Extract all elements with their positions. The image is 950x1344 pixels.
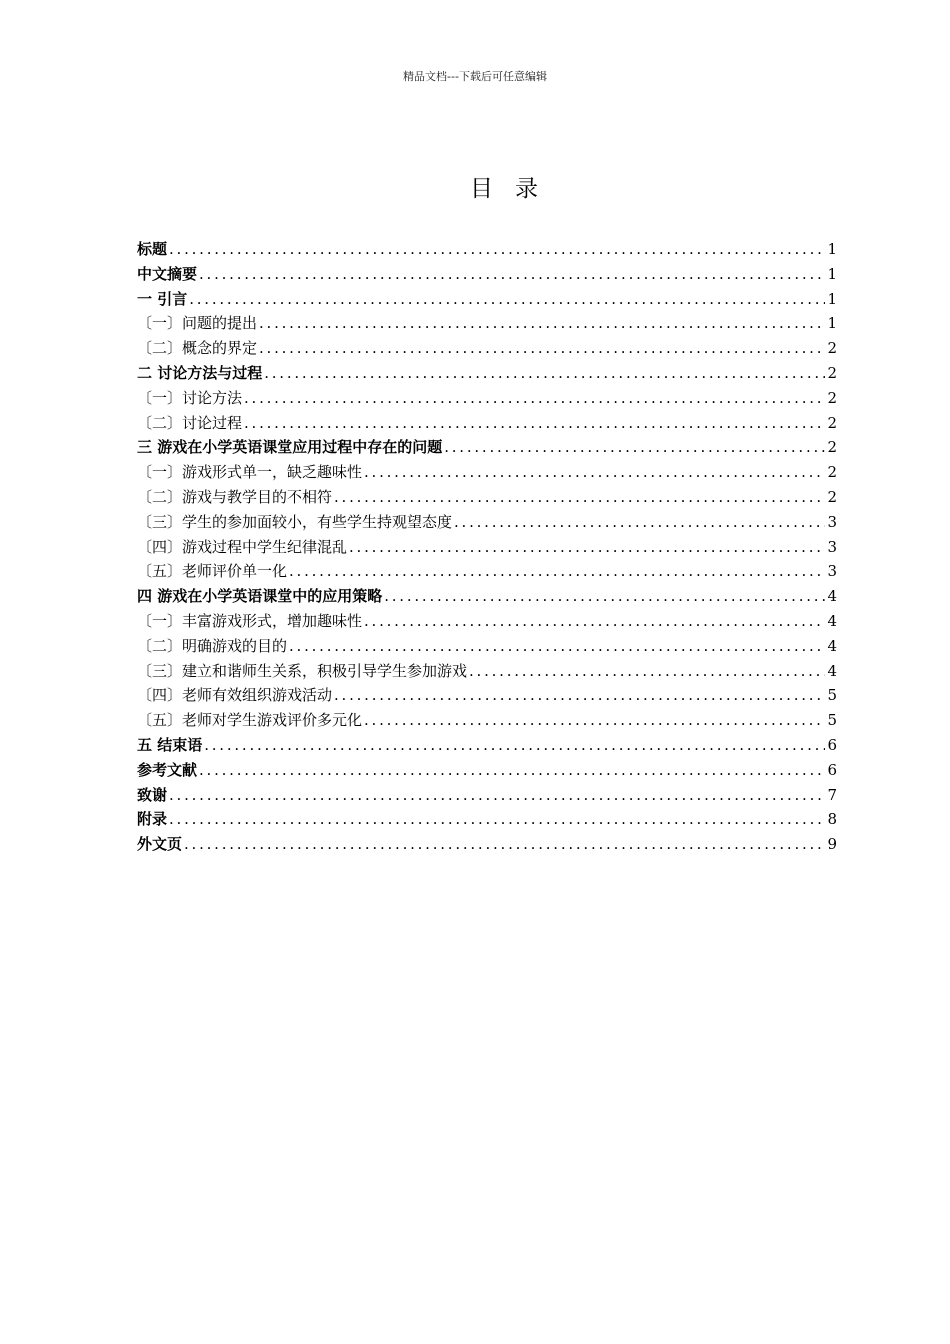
toc-leader-dots (244, 386, 825, 411)
toc-entry-label: 〔四〕游戏过程中学生纪律混乱 (137, 537, 348, 556)
toc-entry-label: 〔一〕讨论方法 (137, 388, 243, 407)
toc-leader-dots (189, 287, 825, 312)
toc-leader-dots (349, 535, 825, 560)
toc-entry[interactable] (137, 535, 837, 560)
toc-leader-dots (384, 584, 825, 609)
toc-entry-label: 〔五〕老师评价单一化 (137, 562, 288, 581)
toc-entry[interactable] (137, 262, 837, 287)
toc-entry-label: 〔三〕建立和谐师生关系，积极引导学生参加游戏 (137, 661, 468, 680)
toc-entry[interactable] (137, 361, 837, 386)
toc-leader-dots (199, 262, 825, 287)
toc-entry[interactable] (137, 783, 837, 808)
toc-leader-dots (444, 435, 825, 460)
toc-leader-dots (264, 361, 825, 386)
toc-entry-label: 一 引言 (137, 289, 188, 308)
toc-entry-label: 五 结束语 (137, 735, 203, 754)
toc-entry[interactable] (137, 485, 837, 510)
toc-leader-dots (169, 237, 825, 262)
toc-entry[interactable] (137, 510, 837, 535)
toc-entry[interactable] (137, 683, 837, 708)
toc-leader-dots (244, 411, 825, 436)
toc-entry-label: 中文摘要 (137, 264, 198, 283)
toc-leader-dots (289, 559, 825, 584)
toc-entry-page-number: 1 (827, 264, 837, 283)
toc-entry-label: 〔一〕丰富游戏形式，增加趣味性 (137, 611, 363, 630)
toc-entry-page-number: 8 (827, 810, 837, 829)
toc-entry-page-number: 1 (827, 289, 837, 308)
toc-leader-dots (334, 683, 825, 708)
toc-entry[interactable] (137, 733, 837, 758)
toc-entry-label: 〔二〕讨论过程 (137, 413, 243, 432)
toc-entry-page-number: 5 (827, 711, 837, 730)
toc-entry-page-number: 4 (827, 636, 837, 655)
page-title: 目录 (470, 176, 560, 202)
toc-entry-label: 附录 (137, 810, 168, 829)
toc-leader-dots (454, 510, 825, 535)
toc-entry[interactable] (137, 708, 837, 733)
toc-entry-label: 〔一〕游戏形式单一，缺乏趣味性 (137, 463, 363, 482)
toc-entry-page-number: 2 (827, 388, 837, 407)
toc-entry-label: 二 讨论方法与过程 (137, 363, 263, 382)
toc-entry[interactable] (137, 659, 837, 684)
toc-entry-page-number: 6 (827, 735, 837, 754)
toc-leader-dots (184, 832, 825, 857)
toc-entry-page-number: 2 (827, 339, 837, 358)
toc-entry-label: 〔四〕老师有效组织游戏活动 (137, 686, 333, 705)
toc-entry[interactable] (137, 559, 837, 584)
toc-entry-label: 〔二〕概念的界定 (137, 339, 258, 358)
toc-leader-dots (169, 807, 825, 832)
toc-leader-dots (364, 609, 825, 634)
page-header: 精品文档---下载后可任意编辑 (403, 70, 547, 83)
toc-entry[interactable] (137, 832, 837, 857)
toc-leader-dots (334, 485, 825, 510)
toc-leader-dots (289, 634, 825, 659)
toc-entry-page-number: 3 (827, 512, 837, 531)
toc-leader-dots (169, 783, 825, 808)
toc-entry-page-number: 2 (827, 463, 837, 482)
toc-entry[interactable] (137, 287, 837, 312)
toc-entry-page-number: 2 (827, 438, 837, 457)
toc-entry[interactable] (137, 386, 837, 411)
toc-entry[interactable] (137, 758, 837, 783)
toc-entry-page-number: 7 (827, 785, 837, 804)
table-of-contents (137, 237, 837, 857)
toc-entry[interactable] (137, 411, 837, 436)
toc-entry[interactable] (137, 336, 837, 361)
toc-entry-page-number: 1 (827, 240, 837, 258)
toc-leader-dots (469, 659, 825, 684)
toc-leader-dots (259, 336, 825, 361)
toc-entry[interactable] (137, 584, 837, 609)
toc-leader-dots (199, 758, 825, 783)
toc-entry[interactable] (137, 237, 837, 262)
toc-entry-label: 〔三〕学生的参加面较小，有些学生持观望态度 (137, 512, 453, 531)
toc-entry-label: 标题 (137, 240, 168, 258)
toc-entry-page-number: 5 (827, 686, 837, 705)
toc-entry[interactable] (137, 634, 837, 659)
toc-entry-page-number: 4 (827, 661, 837, 680)
toc-leader-dots (364, 708, 825, 733)
toc-entry-label: 三 游戏在小学英语课堂应用过程中存在的问题 (137, 438, 443, 457)
toc-entry-page-number: 3 (827, 562, 837, 581)
toc-entry-label: 〔二〕游戏与教学目的不相符 (137, 487, 333, 506)
toc-entry[interactable] (137, 807, 837, 832)
toc-entry-page-number: 2 (827, 413, 837, 432)
toc-entry[interactable] (137, 435, 837, 460)
toc-entry-page-number: 9 (827, 835, 837, 854)
toc-entry-label: 致谢 (137, 785, 168, 804)
toc-entry-page-number: 6 (827, 760, 837, 779)
toc-entry-label: 四 游戏在小学英语课堂中的应用策略 (137, 587, 383, 606)
toc-entry[interactable] (137, 460, 837, 485)
toc-entry-page-number: 4 (827, 611, 837, 630)
toc-entry-label: 〔二〕明确游戏的目的 (137, 636, 288, 655)
toc-entry-label: 参考文献 (137, 760, 198, 779)
toc-leader-dots (259, 311, 825, 336)
toc-entry-page-number: 3 (827, 537, 837, 556)
toc-leader-dots (204, 733, 825, 758)
toc-leader-dots (364, 460, 825, 485)
toc-entry-label: 〔五〕老师对学生游戏评价多元化 (137, 711, 363, 730)
toc-entry-label: 外文页 (137, 835, 183, 854)
toc-entry[interactable] (137, 609, 837, 634)
toc-entry-page-number: 4 (827, 587, 837, 606)
toc-entry-page-number: 2 (827, 363, 837, 382)
toc-entry-label: 〔一〕问题的提出 (137, 314, 258, 333)
toc-entry[interactable] (137, 311, 837, 336)
toc-entry-page-number: 1 (827, 314, 837, 333)
toc-entry-page-number: 2 (827, 487, 837, 506)
